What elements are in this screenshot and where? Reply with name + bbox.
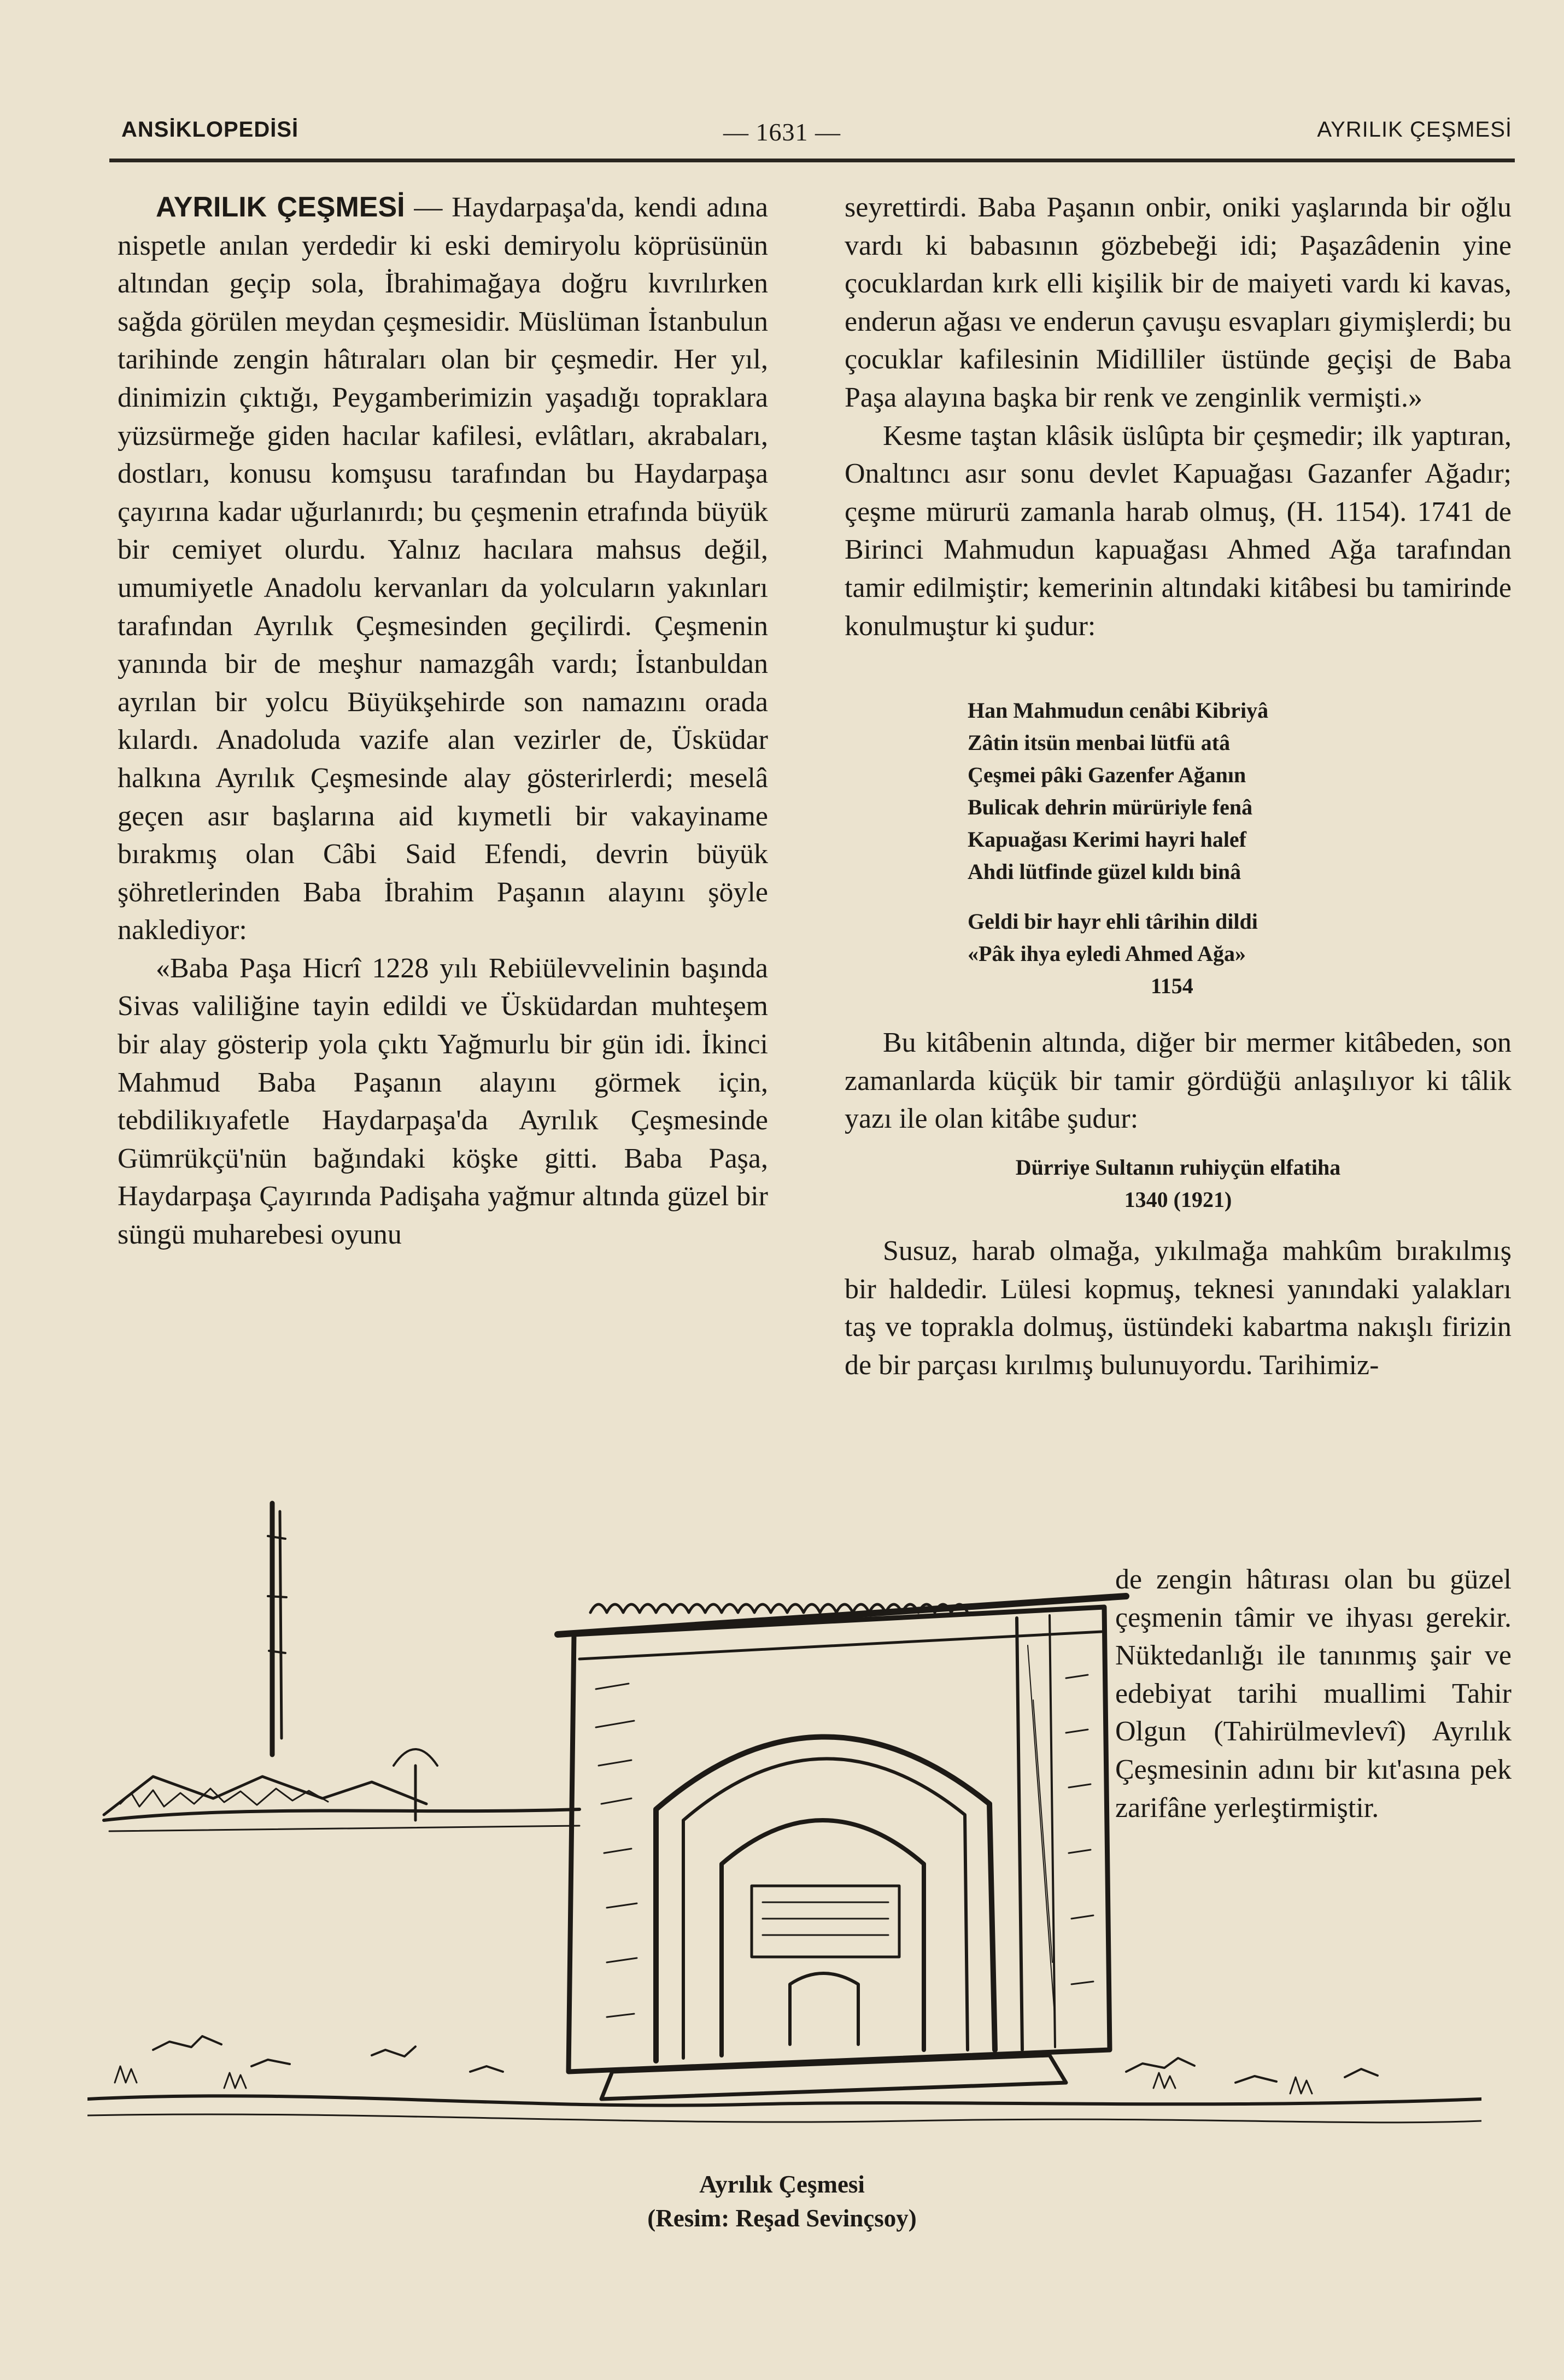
epitaph-date: 1340 (1921) — [1124, 1187, 1232, 1212]
fountain-illustration — [87, 1470, 1481, 2148]
article-paragraph-4: Kesme taştan klâsik üslûpta bir çeşmedir; ilk yaptıran, Onaltıncı asır sonu devlet Kapuağası Gazanfer Ağadır; çeşme mürurü zamanla harab olmuş, (H. 1154). 1741 de Birinci Mahmudun kapuağası Ahmed Ağa tarafından tamir edilmiştir; kemerinin altındaki kitâbesi bu tamirinde konulmuştur ki şudur: — [845, 420, 1512, 642]
inscription-line: Zâtin itsün menbai lütfü atâ — [968, 730, 1231, 755]
inscription-date: 1154 — [1151, 974, 1193, 999]
inscription-line: Kapuağası Kerimi hayri halef — [968, 827, 1246, 852]
inscription-verse-1 — [968, 694, 1512, 888]
caption-credit: (Resim: Reşad Sevinçsoy) — [647, 2205, 917, 2232]
article-paragraph-6: Susuz, harab olmağa, yıkılmağa mahkûm bırakılmış bir haldedir. Lülesi kopmuş, teknesi yanındaki yalakları taş ve toprakla dolmuş, üstündeki kabartma nakışlı firizin de bir parçası kırılmış bulunuyordu. Tarihimiz- — [845, 1235, 1512, 1381]
inscription-line: «Pâk ihya eyledi Ahmed Ağa» — [968, 941, 1246, 966]
header-entry-label: AYRILIK ÇEŞMESİ — [1317, 118, 1512, 142]
entry-title: AYRILIK ÇEŞMESİ — [156, 191, 405, 223]
header-encyclopedia-label: ANSİKLOPEDİSİ — [121, 118, 299, 142]
inscription-line: Çeşmei pâki Gazenfer Ağanın — [968, 763, 1246, 788]
paragraph-text: — Haydarpaşa'da, kendi adına nispetle anılan yerdedir ki eski demiryolu köprüsünün altından geçip sola, İbrahimağaya doğru kıvrılırken sağda görülen meydan çeşmesidir. Müslüman İstanbulun tarihinde zengin hâtıraları olan bir çeşmedir. Her yıl, dinimizin çıktığı, Peygamberimizin yaşadığı topraklara yüzsürmeğe giden hacılar kafilesi, evlâtları, akrabaları, dostları, konusu komşusu tarafından bu Haydarpaşa çayırına kadar uğurlanırdı; bu çeşmenin etrafında büyük bir cemiyet olurdu. Yalnız hacılara mahsus değil, umumiyetle Anadolu kervanları da yolcuların yakınları tarafından Ayrılık Çeşmesinden geçilirdi. Çeşmenin yanında bir de meşhur namazgâh vardı; İstanbuldan ayrılan bir yolcu Büyükşehirde son namazını orada kılardı. Anadoluda vazife alan vezirler de, Üsküdar halkına Ayrılık Çeşmesinde alay gösterirlerdi; meselâ geçen asır başlarına aid kıymetli bir vakayiname bırakmış olan Câbi Said Efendi, devrin büyük şöhretlerinden Baba İbrahim Paşanın alayını şöyle naklediyor: — [118, 192, 768, 946]
figure-caption — [0, 2167, 1564, 2235]
article-paragraph-3: seyrettirdi. Baba Paşanın onbir, oniki yaşlarında bir oğlu vardı ki babasının gözbebeği idi; Paşazâdenin yine çocuklardan kırk elli kişilik bir de maiyeti vardı ki kavas, enderun ağası ve enderun çavuşu esvapları giymişlerdi; bu çocuklar kafilesinin Midilliler üstünde geçişi de Baba Paşa alayına başka bir renk ve zenginlik vermişti.» — [845, 192, 1512, 413]
caption-title: Ayrılık Çeşmesi — [699, 2171, 865, 2198]
right-column — [845, 189, 1512, 1384]
left-column — [118, 189, 768, 1254]
inscription-line: Han Mahmudun cenâbi Kibriyâ — [968, 698, 1269, 723]
header-rule — [109, 159, 1515, 162]
inscription-line: Ahdi lütfinde güzel kıldı binâ — [968, 859, 1241, 884]
article-paragraph-7: de zengin hâtırası olan bu güzel çeşmenin tâmir ve ihyası gerekir. Nüktedanlığı ile tanınmış şair ve edebiyat tarihi muallimi Tahir Olgun (Tahirülmevlevî) Ayrılık Çeşmesinin adını bir kıt'asına pek zarifâne yerleştirmiştir. — [1115, 1564, 1512, 1824]
inscription-line: Geldi bir hayr ehli târihin dildi — [968, 909, 1258, 934]
epitaph — [845, 1151, 1512, 1216]
article-paragraph-5: Bu kitâbenin altında, diğer bir mermer kitâbeden, son zamanlarda küçük bir tamir gördüğü anlaşılıyor ki tâlik yazı ile olan kitâbe şudur: — [845, 1027, 1512, 1135]
epitaph-line: Dürriye Sultanın ruhiyçün elfatiha — [1015, 1154, 1341, 1180]
page-number: — 1631 — — [723, 118, 841, 146]
inscription-verse-2 — [968, 905, 1512, 1002]
article-paragraph-1 — [118, 189, 768, 949]
article-paragraph-2: «Baba Paşa Hicrî 1228 yılı Rebiülevvelinin başında Sivas valiliğine tayin edildi ve Üsküdardan muhteşem bir alay gösterip yola çıktı Yağmurlu bir gün idi. İkinci Mahmud Baba Paşanın alayını görmek için, tebdilikıyafetle Haydarpaşa'da Ayrılık Çeşmesinde Gümrükçü'nün bağındaki köşke gitti. Baba Paşa, Haydarpaşa Çayırında Padişaha yağmur altında güzel bir süngü muharebesi oyunu — [118, 952, 768, 1251]
inscription-line: Bulicak dehrin mürüriyle fenâ — [968, 795, 1253, 820]
